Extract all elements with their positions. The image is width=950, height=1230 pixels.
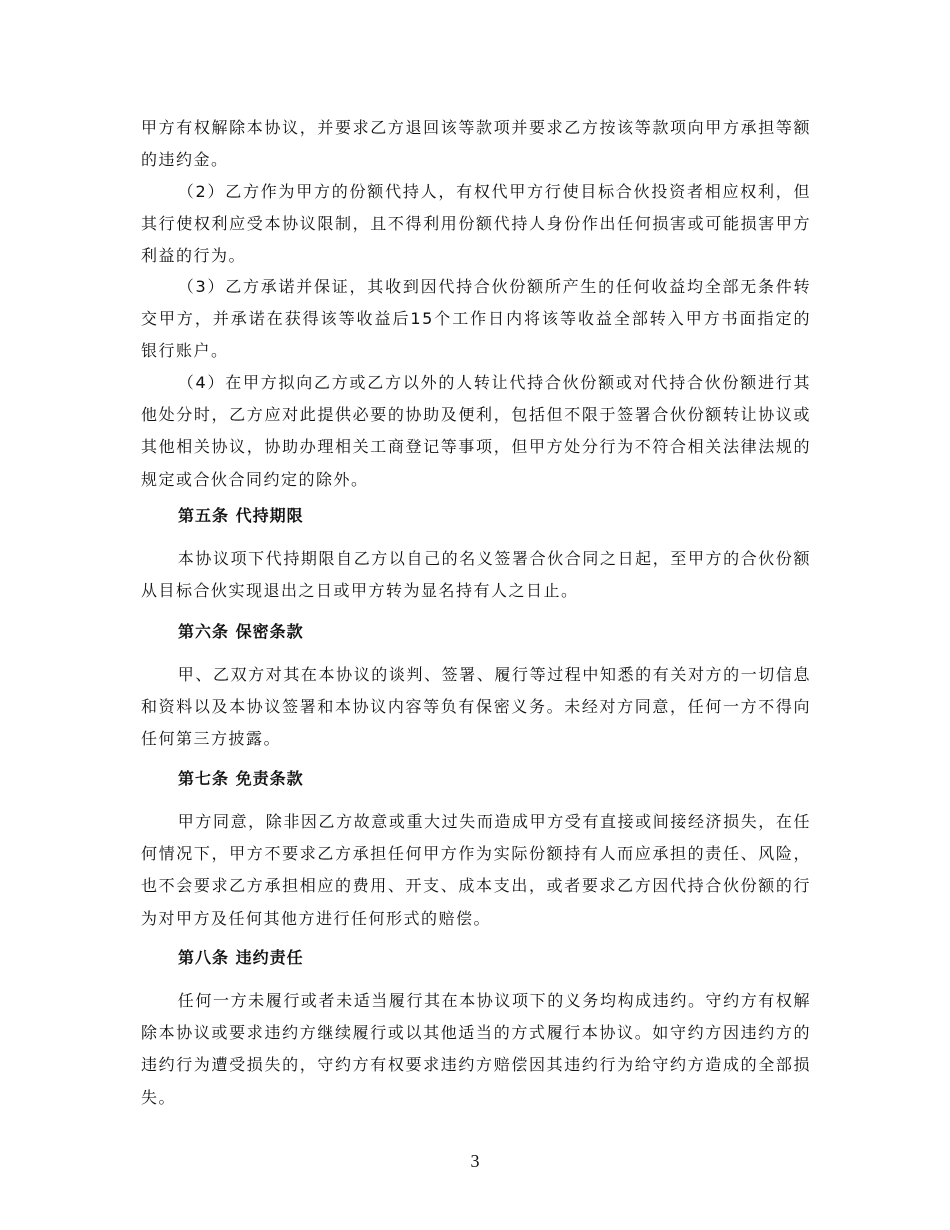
article-7-heading: 第七条 免责条款 [178, 769, 304, 788]
paragraph-item-2: （2）乙方作为甲方的份额代持人，有权代甲方行使目标合伙投资者相应权利，但其行使权利应受本协议限制，且不得利用份额代持人身份作出任何损害或可能损害甲方利益的行为。 [141, 182, 811, 266]
article-5-text: 本协议项下代持期限自乙方以自己的名义签署合伙合同之日起，至甲方的合伙份额从目标合伙实现退出之日或甲方转为显名持有人之日止。 [141, 549, 811, 601]
article-5-heading: 第五条 代持期限 [178, 506, 304, 525]
paragraph-item-3: （3）乙方承诺并保证，其收到因代持合伙份额所产生的任何收益均全部无条件转交甲方，并承诺在获得该等收益后15个工作日内将该等收益全部转入甲方书面指定的银行账户。 [141, 277, 811, 361]
article-6-heading: 第六条 保密条款 [178, 622, 304, 641]
article-7-text: 甲方同意，除非因乙方故意或重大过失而造成甲方受有直接或间接经济损失，在任何情况下，甲方不要求乙方承担任何甲方作为实际份额持有人而应承担的责任、风险，也不会要求乙方承担相应的费用、开支、成本支出，或者要求乙方因代持合伙份额的行为对甲方及任何其他方进行任何形式的赔偿。 [141, 812, 811, 928]
article-8-text: 任何一方未履行或者未适当履行其在本协议项下的义务均构成违约。守约方有权解除本协议或要求违约方继续履行或以其他适当的方式履行本协议。如守约方因违约方的违约行为遭受损失的，守约方有权要求违约方赔偿因其违约行为给守约方造成的全部损失。 [141, 991, 811, 1107]
article-6-text: 甲、乙双方对其在本协议的谈判、签署、履行等过程中知悉的有关对方的一切信息和资料以及本协议签署和本协议内容等负有保密义务。未经对方同意，任何一方不得向任何第三方披露。 [141, 665, 811, 749]
article-8-heading: 第八条 违约责任 [178, 948, 304, 967]
page-number: 3 [470, 1151, 480, 1171]
paragraph-item-4: （4）在甲方拟向乙方或乙方以外的人转让代持合伙份额或对代持合伙份额进行其他处分时，乙方应对此提供必要的协助及便利，包括但不限于签署合伙份额转让协议或其他相关协议，协助办理相关工商登记等事项，但甲方处分行为不符合相关法律法规的规定或合伙合同约定的除外。 [141, 373, 811, 489]
paragraph-continuation: 甲方有权解除本协议，并要求乙方退回该等款项并要求乙方按该等款项向甲方承担等额的违约金。 [141, 118, 811, 170]
